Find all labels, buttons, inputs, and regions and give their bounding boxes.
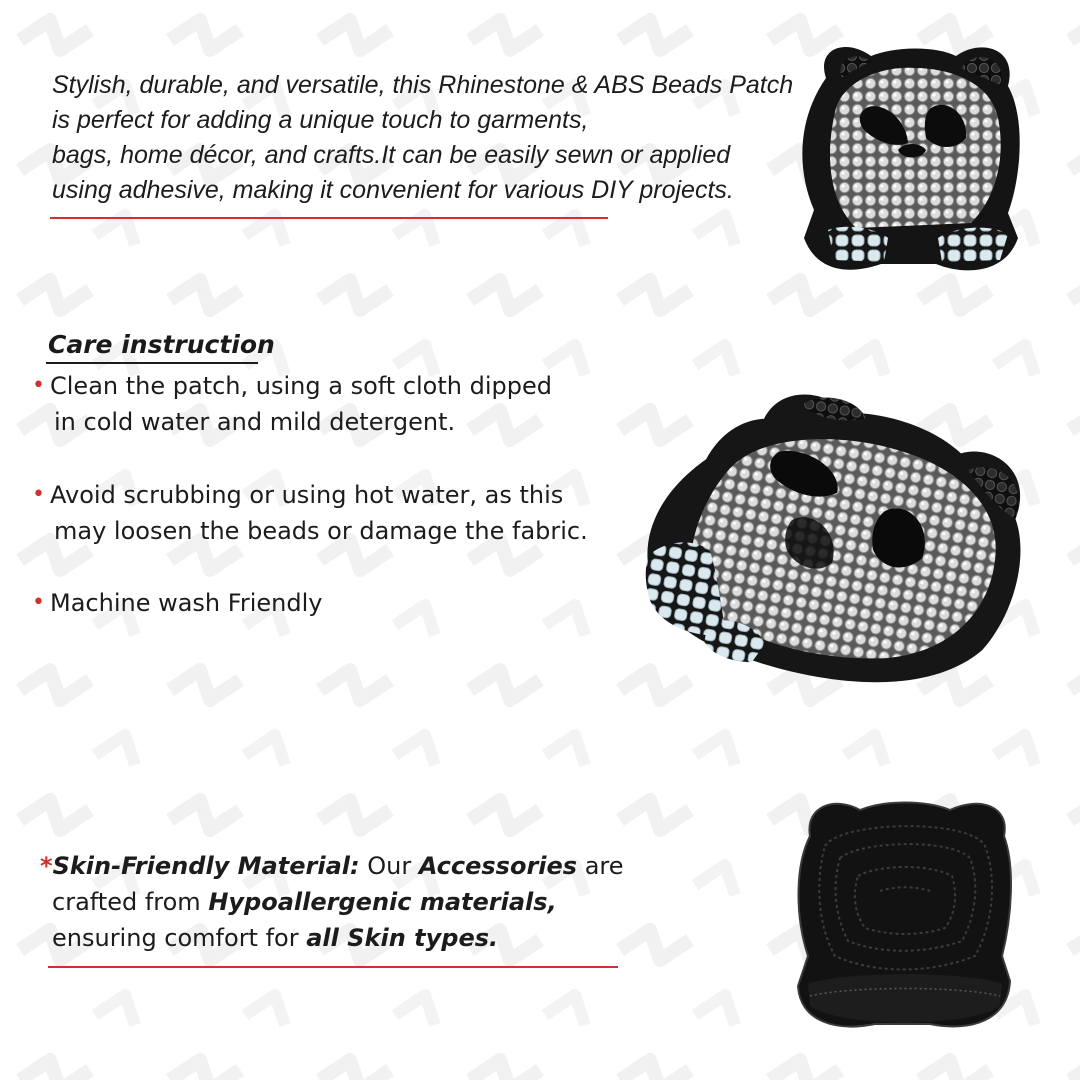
skin-text: are	[577, 852, 624, 880]
care-item-line: Machine wash Friendly	[50, 589, 323, 617]
care-item	[32, 585, 632, 621]
panda-patch-back-image	[780, 796, 1030, 1036]
intro-divider	[50, 217, 608, 219]
skin-divider	[48, 966, 618, 968]
care-item-line: in cold water and mild detergent.	[54, 408, 456, 436]
care-title: Care instruction	[48, 330, 275, 359]
care-item	[32, 477, 632, 549]
skin-friendly-note	[40, 848, 660, 956]
skin-hypoallergenic: Hypoallergenic materials,	[208, 888, 557, 916]
skin-text: Our	[359, 852, 419, 880]
care-item-line: Avoid scrubbing or using hot water, as this	[50, 481, 564, 509]
skin-text: ensuring comfort for	[52, 924, 307, 952]
intro-line: Stylish, durable, and versatile, this Rhinestone & ABS Beads Patch	[52, 71, 794, 99]
intro-line: using adhesive, making it convenient for various DIY projects.	[52, 176, 734, 204]
intro-line: bags, home décor, and crafts.It can be easily sewn or applied	[52, 141, 731, 169]
skin-heading: Skin-Friendly Material:	[52, 852, 360, 880]
asterisk: *	[40, 852, 53, 880]
panda-patch-angled-image	[624, 392, 1036, 688]
intro-line: is perfect for adding a unique touch to garments,	[52, 106, 589, 134]
intro-paragraph	[52, 68, 792, 208]
care-item	[32, 368, 632, 440]
bullet-dot: •	[32, 482, 45, 507]
bullet-dot: •	[32, 373, 45, 398]
skin-all-types: all Skin types.	[306, 924, 499, 952]
care-item-line: may loosen the beads or damage the fabric.	[54, 517, 588, 545]
care-item-line: Clean the patch, using a soft cloth dipped	[50, 372, 552, 400]
skin-text: crafted from	[52, 888, 209, 916]
care-title-underline	[46, 362, 258, 364]
skin-accessories: Accessories	[418, 852, 578, 880]
bullet-dot: •	[32, 590, 45, 615]
panda-patch-front-image	[786, 38, 1036, 278]
